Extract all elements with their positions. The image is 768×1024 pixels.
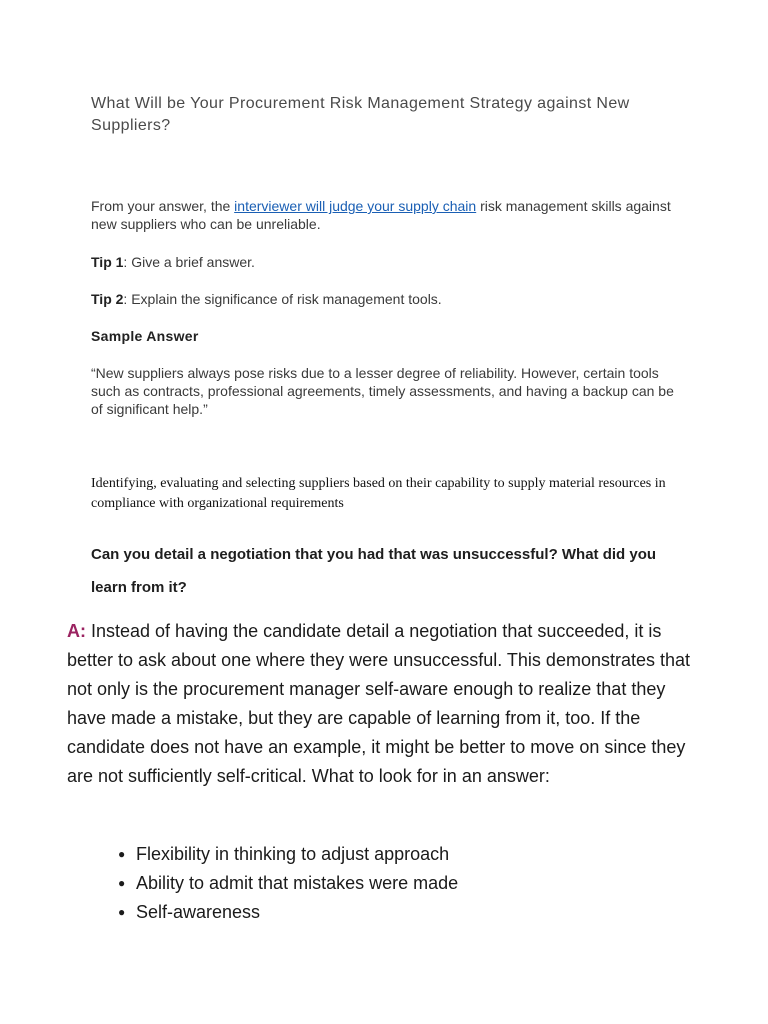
tip-2-text: : Explain the significance of risk management tools. [123, 291, 442, 307]
bullet-icon: ● [118, 847, 126, 861]
supply-chain-link[interactable]: interviewer will judge your supply chain [234, 198, 477, 214]
bullet-icon: ● [118, 905, 126, 919]
answer-paragraph [67, 617, 692, 791]
answer-label: A: [67, 621, 86, 641]
tip-2 [91, 290, 442, 308]
sample-answer-heading: Sample Answer [91, 328, 199, 344]
tip-1-label: Tip 1 [91, 254, 124, 270]
interview-question: Can you detail a negotiation that you had that was unsuccessful? What did you learn from it? [91, 546, 657, 596]
answer-criteria-list [115, 840, 458, 927]
intro-text-before: From your answer, the [91, 198, 235, 214]
sample-answer-quote: “New suppliers always pose risks due to a lesser degree of reliability. However, certain tools such as contracts, professional agreements, timely assessments, and having a backup can be of significant help.” [91, 365, 674, 417]
intro-text-after: risk management skills against new suppliers who can be unreliable. [91, 198, 671, 232]
tip-1-text: : Give a brief answer. [123, 254, 255, 270]
serif-paragraph: Identifying, evaluating and selecting suppliers based on their capability to supply material resources in compliance with organizational requirements [91, 476, 666, 511]
list-item-text: Ability to admit that mistakes were made [136, 873, 459, 893]
tip-1 [91, 253, 255, 271]
list-item [115, 840, 458, 869]
list-item-text: Flexibility in thinking to adjust approach [136, 844, 450, 864]
list-item [115, 869, 458, 898]
answer-text: Instead of having the candidate detail a negotiation that succeeded, it is better to ask about one where they were unsuccessful. This demonstrates that not only is the procurement manager self-aware enough to realize that they have made a mistake, but they are capable of learning from it, too. If the candidate does not have an example, it might be better to move on since they are not sufficiently self-critical. What to look for in an answer: [67, 621, 691, 786]
page-title: What Will be Your Procurement Risk Management Strategy against New Suppliers? [91, 95, 630, 134]
list-item-text: Self-awareness [136, 902, 261, 922]
intro-paragraph [91, 197, 691, 233]
list-item [115, 898, 458, 927]
bullet-icon: ● [118, 876, 126, 890]
tip-2-label: Tip 2 [91, 291, 124, 307]
